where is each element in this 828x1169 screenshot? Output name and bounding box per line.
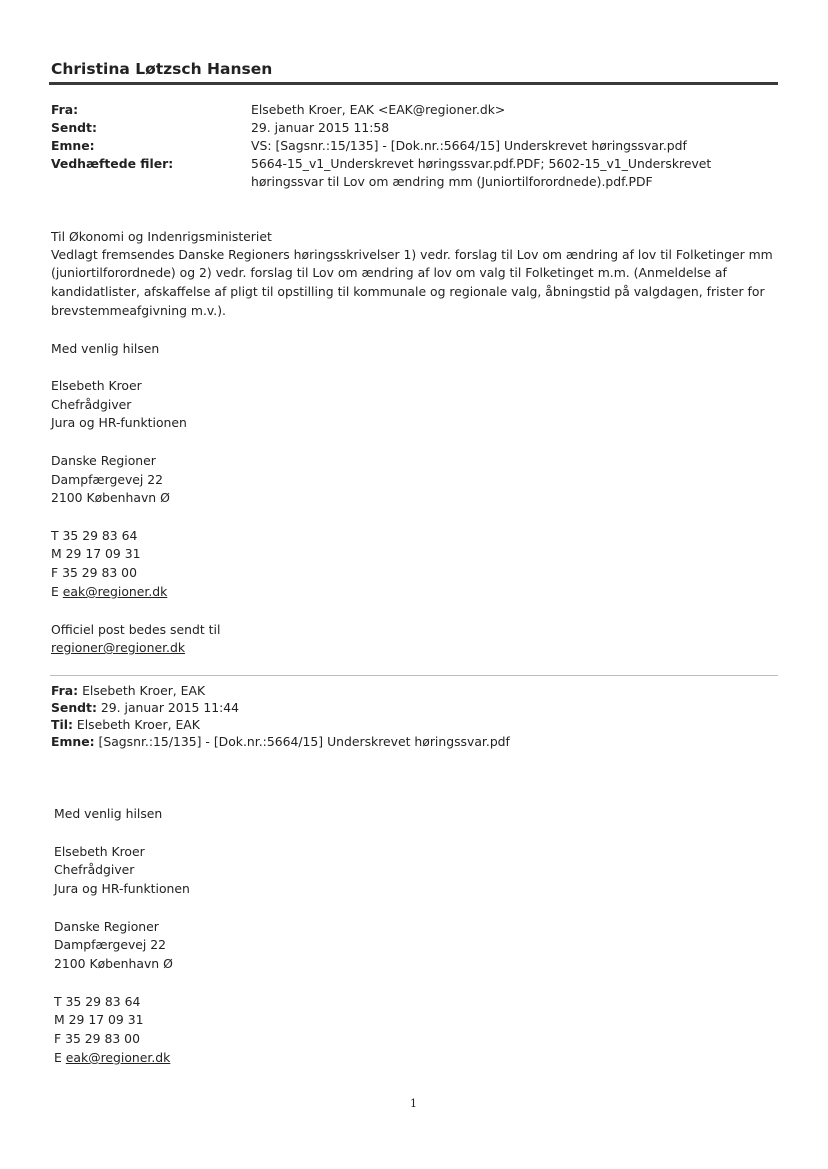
fwd-from-row <box>51 682 205 700</box>
email-prefix: E <box>51 584 59 599</box>
fwd-signature-dept: Jura og HR-funktionen <box>54 881 190 896</box>
fwd-signature-email-line <box>54 1049 170 1067</box>
body-paragraph-line: brevstemmeafgivning m.v.). <box>51 303 226 318</box>
subject-label: Emne: <box>51 138 95 153</box>
page-title: Christina Løtzsch Hansen <box>51 60 273 78</box>
body-paragraph-line: (juniortilforordnede) og 2) vedr. forslag til Lov om ændring af lov om valg til Folketinget m.m. (Anmeldelse af <box>51 265 727 280</box>
body-paragraph-line: Vedlagt fremsendes Danske Regioners høringsskrivelser 1) vedr. forslag til Lov om ændring af lov til Folketinger mm <box>51 247 773 262</box>
fwd-email-link[interactable]: eak@regioner.dk <box>65 1050 171 1065</box>
page-number: 1 <box>410 1097 417 1110</box>
signature-org: Danske Regioner <box>51 453 156 468</box>
official-note: Officiel post bedes sendt til <box>51 622 221 637</box>
fwd-subject-label: Emne: <box>51 734 95 749</box>
fwd-closing: Med venlig hilsen <box>54 806 163 821</box>
email-link[interactable]: eak@regioner.dk <box>62 584 168 599</box>
fwd-signature-mobile: M 29 17 09 31 <box>54 1012 144 1027</box>
fwd-signature-street: Dampfærgevej 22 <box>54 937 167 952</box>
fwd-from-label: Fra: <box>51 683 79 698</box>
attachment-link[interactable]: 5664-15_v1_Underskrevet høringssvar.pdf.PDF; 5602-15_v1_Underskrevet <box>251 156 712 171</box>
fwd-to-value: Elsebeth Kroer, EAK <box>76 717 200 732</box>
body-paragraph-line: kandidatlister, afskaffelse af pligt til opstilling til kommunale og regionale valg, åbningstid på valgdagen, frister for <box>51 284 765 299</box>
signature-mobile: M 29 17 09 31 <box>51 546 141 561</box>
sent-value: 29. januar 2015 11:58 <box>251 120 390 135</box>
signature-dept: Jura og HR-funktionen <box>51 415 187 430</box>
fwd-from-value: Elsebeth Kroer, EAK <box>82 683 206 698</box>
closing: Med venlig hilsen <box>51 341 160 356</box>
fwd-sent-row <box>51 699 239 717</box>
fwd-signature-phone: T 35 29 83 64 <box>54 994 141 1009</box>
fwd-signature-fax: F 35 29 83 00 <box>54 1031 140 1046</box>
signature-phone: T 35 29 83 64 <box>51 528 138 543</box>
fwd-signature-org: Danske Regioner <box>54 919 159 934</box>
fwd-signature-role: Chefrådgiver <box>54 862 135 877</box>
signature-email-line <box>51 583 167 601</box>
fwd-subject-value: [Sagsnr.:15/135] - [Dok.nr.:5664/15] Underskrevet høringssvar.pdf <box>98 734 510 749</box>
signature-city: 2100 København Ø <box>51 490 170 505</box>
subject-value: VS: [Sagsnr.:15/135] - [Dok.nr.:5664/15] Underskrevet høringssvar.pdf <box>251 138 687 153</box>
attachment-link[interactable]: høringssvar til Lov om ændring mm (Juniortilforordnede).pdf.PDF <box>251 174 653 189</box>
signature-name: Elsebeth Kroer <box>51 378 142 393</box>
signature-fax: F 35 29 83 00 <box>51 565 137 580</box>
attachments-label: Vedhæftede filer: <box>51 156 174 171</box>
fwd-to-label: Til: <box>51 717 73 732</box>
signature-role: Chefrådgiver <box>51 397 132 412</box>
fwd-to-row <box>51 716 200 734</box>
from-label: Fra: <box>51 102 79 117</box>
fwd-subject-row <box>51 733 510 751</box>
forward-divider <box>50 675 778 676</box>
fwd-signature-name: Elsebeth Kroer <box>54 844 145 859</box>
sent-label: Sendt: <box>51 120 97 135</box>
greeting: Til Økonomi og Indenrigsministeriet <box>51 229 272 244</box>
title-divider <box>49 82 778 85</box>
from-value: Elsebeth Kroer, EAK <EAK@regioner.dk> <box>251 102 506 117</box>
fwd-email-prefix: E <box>54 1050 62 1065</box>
fwd-signature-city: 2100 København Ø <box>54 956 173 971</box>
official-email-link[interactable]: regioner@regioner.dk <box>51 640 186 655</box>
fwd-sent-label: Sendt: <box>51 700 97 715</box>
fwd-sent-value: 29. januar 2015 11:44 <box>100 700 240 715</box>
signature-street: Dampfærgevej 22 <box>51 472 164 487</box>
